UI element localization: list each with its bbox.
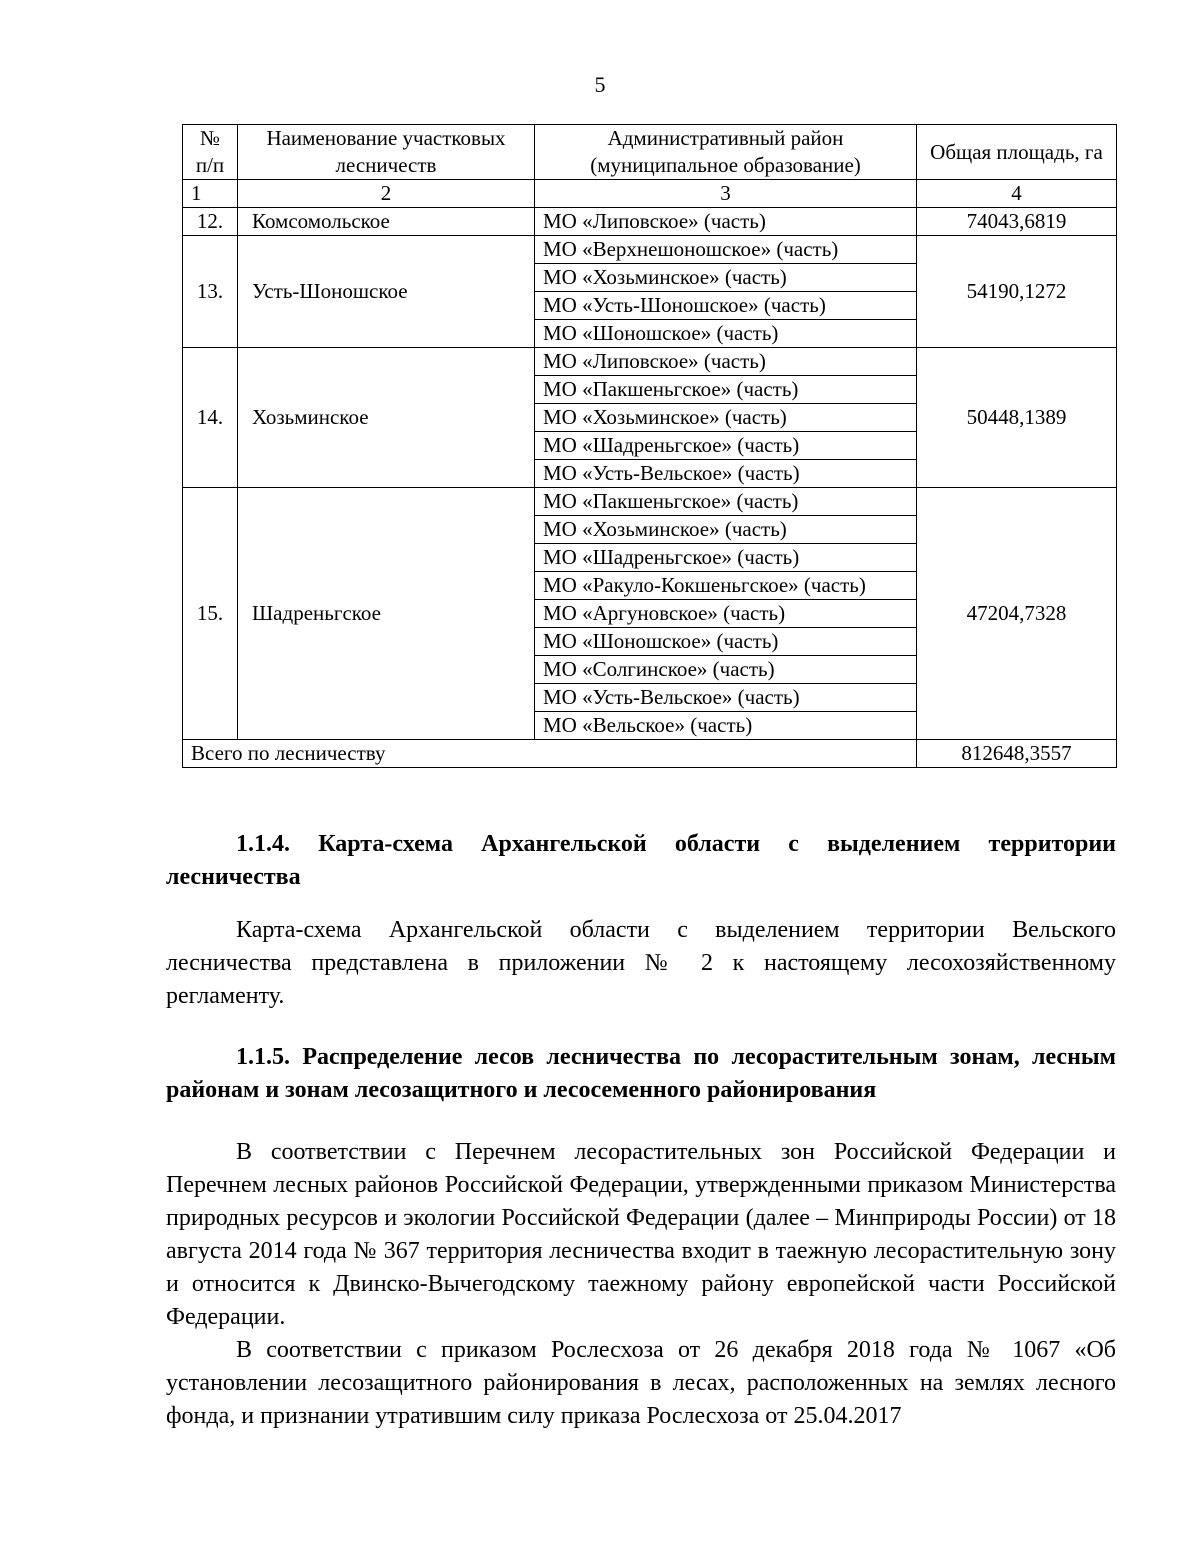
row-number: 15. [183,488,238,740]
table-row [183,236,1117,264]
column-index: 3 [535,180,917,208]
district-name: МО «Липовское» (часть) [535,208,917,236]
district-name: МО «Аргуновское» (часть) [535,600,917,628]
section-115-heading: 1.1.5. Распределение лесов лесничества по лесорастительным зонам, лесным районам и зонам лесозащитного и лесосеменного районирования [166,1044,1116,1103]
section-114-heading: 1.1.4. Карта-схема Архангельской области с выделением территории лесничества [166,831,1116,890]
district-name: МО «Вельское» (часть) [535,712,917,740]
district-name: МО «Шадреньгское» (часть) [535,432,917,460]
page-number: 5 [594,72,606,97]
district-name: МО «Хозьминское» (часть) [535,264,917,292]
district-name: МО «Шоношское» (часть) [535,628,917,656]
district-name: МО «Пакшеньгское» (часть) [535,488,917,516]
district-name: МО «Липовское» (часть) [535,348,917,376]
row-number: 13. [183,236,238,348]
row-number: 12. [183,208,238,236]
table-total-row [183,740,1117,768]
section-114-body [166,914,1116,1013]
district-name: МО «Солгинское» (часть) [535,656,917,684]
table-header-row [183,125,1117,180]
forestry-name: Хозьминское [238,348,535,488]
district-name: МО «Шадреньгское» (часть) [535,544,917,572]
forestry-table-body [183,125,1117,768]
forestry-table [182,124,1117,768]
forestry-area: 47204,7328 [917,488,1117,740]
section-115-paragraph: В соответствии с приказом Рослесхоза от 26 декабря 2018 года № 1067 «Об установлении лесозащитного районирования в лесах, расположенных на землях лесного фонда, и признании утратившим силу приказа Рослесхоза от 25.04.2017 [166,1337,1116,1429]
total-label: Всего по лесничеству [183,740,917,768]
column-index: 2 [238,180,535,208]
table-row [183,348,1117,376]
district-name: МО «Хозьминское» (часть) [535,516,917,544]
column-index: 4 [917,180,1117,208]
header-name: Наименование участковых лесничеств [238,125,535,180]
district-name: МО «Шоношское» (часть) [535,320,917,348]
district-name: МО «Пакшеньгское» (часть) [535,376,917,404]
district-name: МО «Усть-Вельское» (часть) [535,460,917,488]
forestry-name: Шадреньгское [238,488,535,740]
district-name: МО «Ракуло-Кокшеньгское» (часть) [535,572,917,600]
district-name: МО «Усть-Вельское» (часть) [535,684,917,712]
header-district: Административный район (муниципальное образование) [535,125,917,180]
district-name: МО «Усть-Шоношское» (часть) [535,292,917,320]
row-number: 14. [183,348,238,488]
table-row [183,488,1117,516]
district-name: МО «Хозьминское» (часть) [535,404,917,432]
table-column-index-row [183,180,1117,208]
section-115-paragraph: В соответствии с Перечнем лесорастительных зон Российской Федерации и Перечнем лесных районов Российской Федерации, утвержденными приказом Министерства природных ресурсов и экологии Российской Федерации (далее – Минприроды России) от 18 августа 2014 года № 367 территория лесничества входит в таежную лесорастительную зону и относится к Двинско-Вычегодскому таежному району европейской части Российской Федерации. [166,1139,1116,1330]
section-114 [166,828,1116,894]
section-114-paragraph: Карта-схема Архангельской области с выделением территории Вельского лесничества представлена в приложении № 2 к настоящему лесохозяйственному регламенту. [166,917,1116,1009]
section-115 [166,1041,1116,1107]
forestry-area: 54190,1272 [917,236,1117,348]
section-115-body [166,1136,1116,1433]
column-index: 1 [183,180,238,208]
forestry-area: 74043,6819 [917,208,1117,236]
table-row [183,208,1117,236]
header-num: № п/п [183,125,238,180]
forestry-area: 50448,1389 [917,348,1117,488]
total-value: 812648,3557 [917,740,1117,768]
forestry-name: Усть-Шоношское [238,236,535,348]
district-name: МО «Верхнешоношское» (часть) [535,236,917,264]
forestry-name: Комсомольское [238,208,535,236]
header-area: Общая площадь, га [917,125,1117,180]
